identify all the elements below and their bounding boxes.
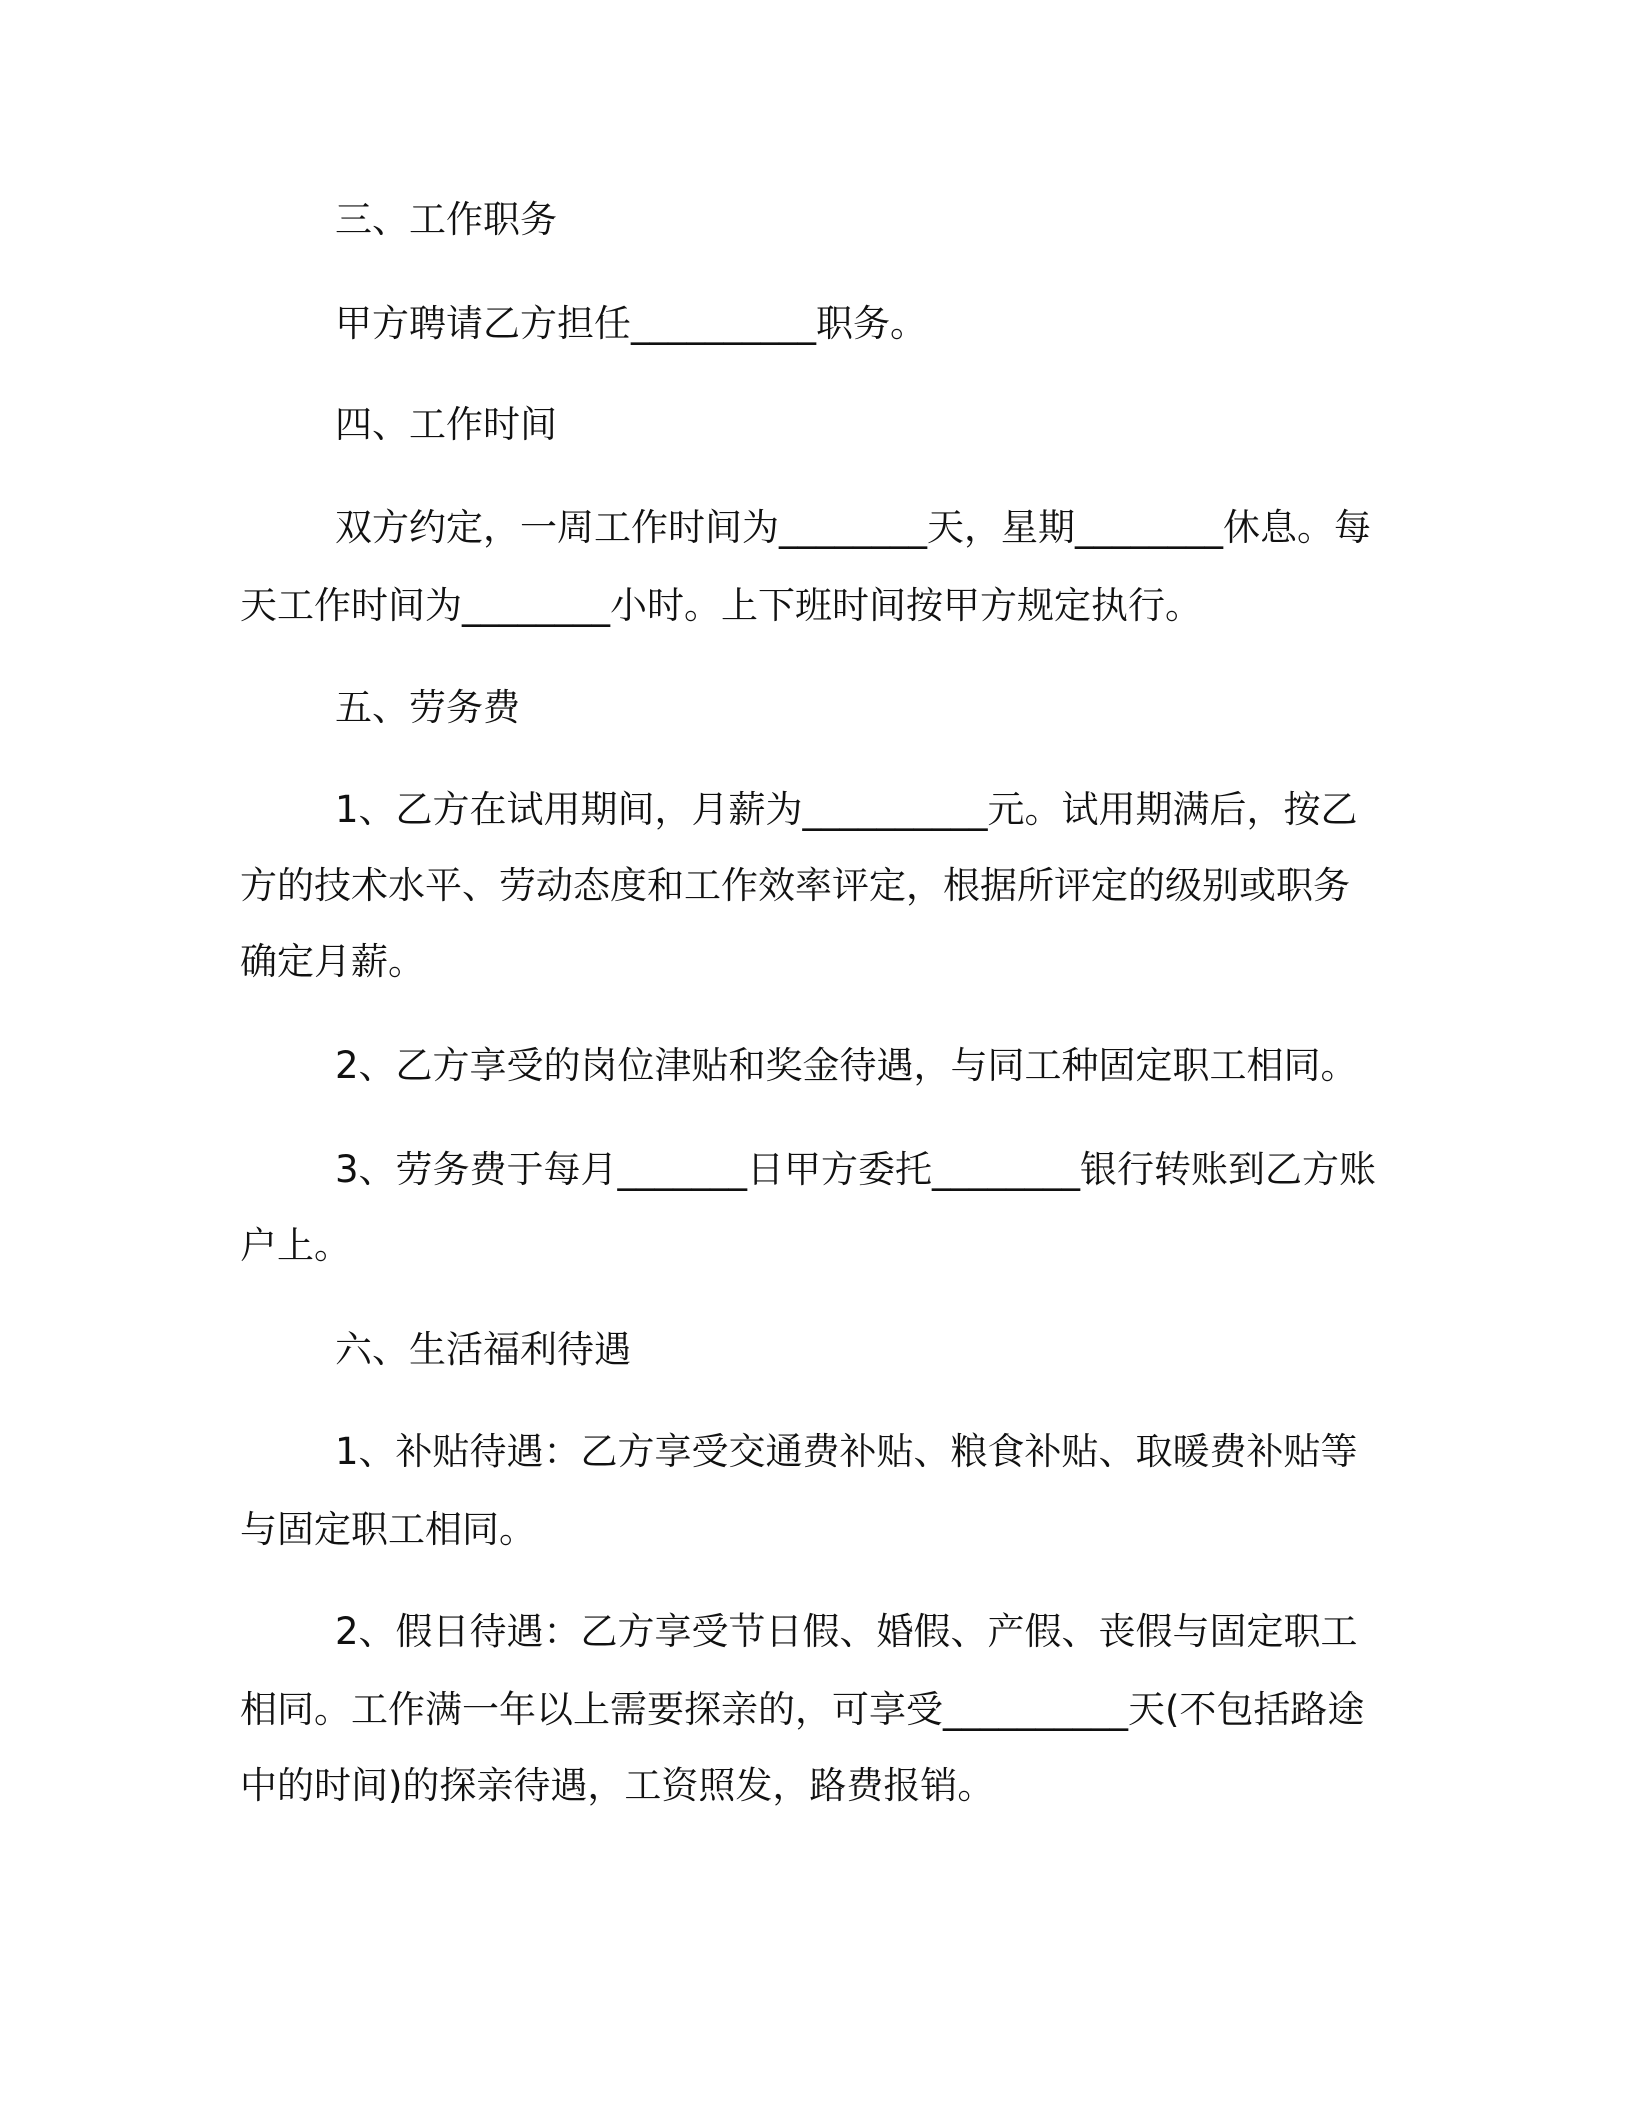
section-heading-working-hours: 四、工作时间 <box>335 403 557 446</box>
paragraph-line: 户上。 <box>240 1224 351 1267</box>
paragraph-line: 2、假日待遇：乙方享受节日假、婚假、产假、丧假与固定职工 <box>335 1610 1358 1653</box>
paragraph-line: 3、劳务费于每月_______日甲方委托________银行转账到乙方账 <box>335 1148 1377 1191</box>
paragraph-line: 1、补贴待遇：乙方享受交通费补贴、粮食补贴、取暖费补贴等 <box>335 1430 1358 1473</box>
paragraph-line: 与固定职工相同。 <box>240 1508 536 1551</box>
paragraph-line: 相同。工作满一年以上需要探亲的，可享受__________天(不包括路途 <box>240 1688 1365 1731</box>
paragraph-line: 2、乙方享受的岗位津贴和奖金待遇，与同工种固定职工相同。 <box>335 1044 1358 1087</box>
paragraph-line: 双方约定，一周工作时间为________天，星期________休息。每 <box>335 506 1371 549</box>
paragraph-line: 确定月薪。 <box>240 940 425 983</box>
paragraph-line: 甲方聘请乙方担任__________职务。 <box>335 302 927 345</box>
section-heading-welfare: 六、生活福利待遇 <box>335 1328 631 1371</box>
paragraph-line: 1、乙方在试用期间，月薪为__________元。试用期满后，按乙 <box>335 788 1358 831</box>
paragraph-line: 天工作时间为________小时。上下班时间按甲方规定执行。 <box>240 584 1202 627</box>
paragraph-line: 中的时间)的探亲待遇，工资照发，路费报销。 <box>240 1764 995 1807</box>
section-heading-service-fee: 五、劳务费 <box>335 686 520 729</box>
paragraph-line: 方的技术水平、劳动态度和工作效率评定，根据所评定的级别或职务 <box>240 864 1350 907</box>
section-heading-duties: 三、工作职务 <box>335 198 557 241</box>
